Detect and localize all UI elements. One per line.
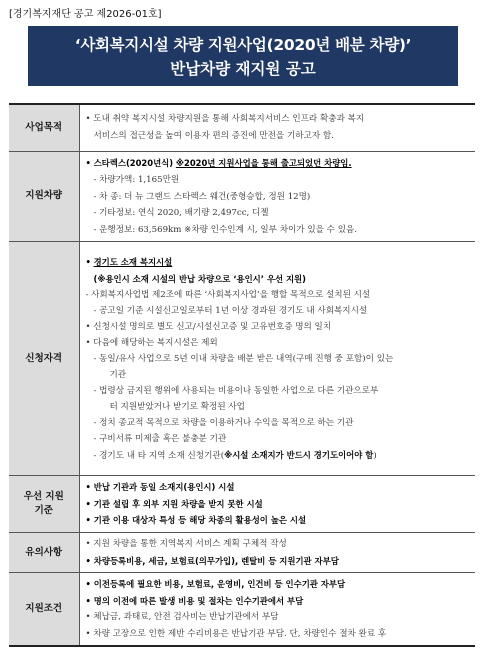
eligibility-exclusion-4: - 구비서류 미제출 혹은 불충분 기관 xyxy=(93,433,227,444)
vehicle-mileage: - 운행정보: 63,569km ※차량 인수인계 시, 일부 차이가 있을 수 있음. xyxy=(93,224,358,235)
label-priority xyxy=(9,476,79,533)
eligibility-region-line xyxy=(86,254,470,271)
row-purpose xyxy=(9,104,475,151)
notice-table xyxy=(9,103,475,647)
caution-item-2: • 차량등록비용, 세금, 보험료(의무가입), 렌탈비 등 지원기관 자부담 xyxy=(85,555,339,566)
condition-item-4: • 차량 고장으로 인한 제반 수리비용은 반납기관 부담. 단, 차량인수 절차 완료 후 xyxy=(85,628,387,639)
content-cautions xyxy=(79,533,475,573)
priority-item-1: • 반납 기관과 동일 소재지(용인시) 시설 xyxy=(85,482,235,493)
row-conditions xyxy=(9,573,475,647)
eligibility-exclusion-3: - 정치 종교적 목적으로 차량을 이용하거나 수익을 목적으로 하는 기관 xyxy=(93,417,354,428)
eligibility-one-year: - 공고일 기준 시설신고일로부터 1년 이상 경과된 경기도 내 사회복지시설 xyxy=(93,305,368,316)
eligibility-name-match: • 신청시설 명의로 별도 신고/시설신고증 및 고유번호증 명의 일치 xyxy=(85,321,332,332)
vehicle-type: - 차 종: 더 뉴 그랜드 스타렉스 웨건(중형승합, 정원 12명) xyxy=(93,191,311,202)
vehicle-head-bullet: • xyxy=(85,157,91,168)
row-priority xyxy=(9,476,475,533)
condition-item-3: • 체납금, 과태료, 안전 검사비는 반납기관에서 부담 xyxy=(85,612,279,622)
vehicle-head-line xyxy=(86,155,470,173)
eligibility-exclusion-5-text: - 경기도 내 타 지역 소재 신청기관( xyxy=(93,450,225,461)
condition-item-1: • 이전등록에 필요한 비용, 보험료, 운영비, 인건비 등 인수기관 자부담 xyxy=(85,579,346,589)
content-eligibility xyxy=(79,242,475,476)
content-purpose xyxy=(79,104,475,151)
vehicle-model-name: 스타렉스(2020년식) xyxy=(93,157,174,168)
purpose-line-2: 서비스의 접근성을 높여 이용자 편의 증진에 만전을 기하고자 함. xyxy=(93,130,334,141)
eligibility-exclusion-5-note: ※시설 소재지가 반드시 경기도이어야 함 xyxy=(224,449,374,460)
content-conditions xyxy=(79,573,475,647)
condition-item-2: • 명의 이전에 따른 발생 비용 및 절차는 인수기관에서 부담 xyxy=(85,595,304,606)
eligibility-exclusion-5-close: ) xyxy=(373,450,377,461)
eligibility-exclusion-1: - 동일/유사 사업으로 5년 이내 차량을 배분 받은 내역(구매 진행 중 포함)이 있는 xyxy=(93,353,394,364)
vehicle-info: - 기타정보: 연식 2020, 배기량 2,497cc, 디젤 xyxy=(93,208,269,218)
eligibility-exclusion-2: - 법령상 금지된 행위에 사용되는 비용이나 동일한 사업으로 다른 기관으로부 xyxy=(93,385,379,396)
document-number: [경기복지재단 공고 제2026-01호] xyxy=(9,9,162,20)
eligibility-exclusion-1-cont: 기관 xyxy=(109,369,127,380)
title-line-2: 반납차량 재지원 공고 xyxy=(170,60,316,78)
content-vehicle xyxy=(79,151,475,242)
label-priority-line-1: 우선 지원 xyxy=(23,491,64,502)
row-vehicle xyxy=(9,151,475,242)
label-purpose: 사업목적 xyxy=(9,104,79,151)
eligibility-region: 경기도 소재 복지시설 xyxy=(93,256,173,267)
title-banner xyxy=(28,26,458,86)
row-eligibility xyxy=(9,242,475,476)
eligibility-welfare-law: - 사회복지사업법 제2조에 따른 ‘사회복지사업’을 행할 목적으로 설치된 시설 xyxy=(85,289,371,300)
label-conditions: 지원조건 xyxy=(9,573,79,647)
eligibility-region-bullet: • xyxy=(85,256,91,267)
priority-item-2: • 기관 설립 후 외부 지원 차량을 받지 못한 시설 xyxy=(85,498,263,509)
row-cautions xyxy=(9,533,475,573)
caution-item-1: • 지원 차량을 통한 지역복지 서비스 계획 구체적 작성 xyxy=(85,539,287,549)
label-eligibility: 신청자격 xyxy=(9,242,79,476)
content-priority xyxy=(79,476,475,533)
eligibility-exclusion-5 xyxy=(86,447,470,464)
eligibility-exclusion-head: • 다음에 해당하는 복지시설은 제외 xyxy=(85,337,218,348)
eligibility-exclusion-2-cont: 터 지원받았거나 받기로 확정된 사업 xyxy=(109,401,245,412)
title-line-1: ‘사회복지시설 차량 지원사업(2020년 배분 차량)’ xyxy=(74,36,412,54)
eligibility-yongin-priority: (※용인시 소재 시설의 반납 차량으로 ‘용인시’ 우선 지원) xyxy=(93,273,306,284)
priority-item-3: • 기관 이용 대상자 특성 등 해당 차종의 활용성이 높은 시설 xyxy=(85,515,307,526)
label-cautions: 유의사항 xyxy=(9,533,79,573)
vehicle-origin-note: ※2020년 지원사업을 통해 출고되었던 차량임. xyxy=(175,157,352,168)
purpose-line-1: • 도내 취약 복지시설 차량지원을 통해 사회복지서비스 인프라 확충과 복지 xyxy=(85,114,365,125)
label-priority-line-2: 기준 xyxy=(34,505,53,516)
label-vehicle: 지원차량 xyxy=(9,151,79,242)
vehicle-price: - 차량가액: 1,165만원 xyxy=(93,175,180,185)
